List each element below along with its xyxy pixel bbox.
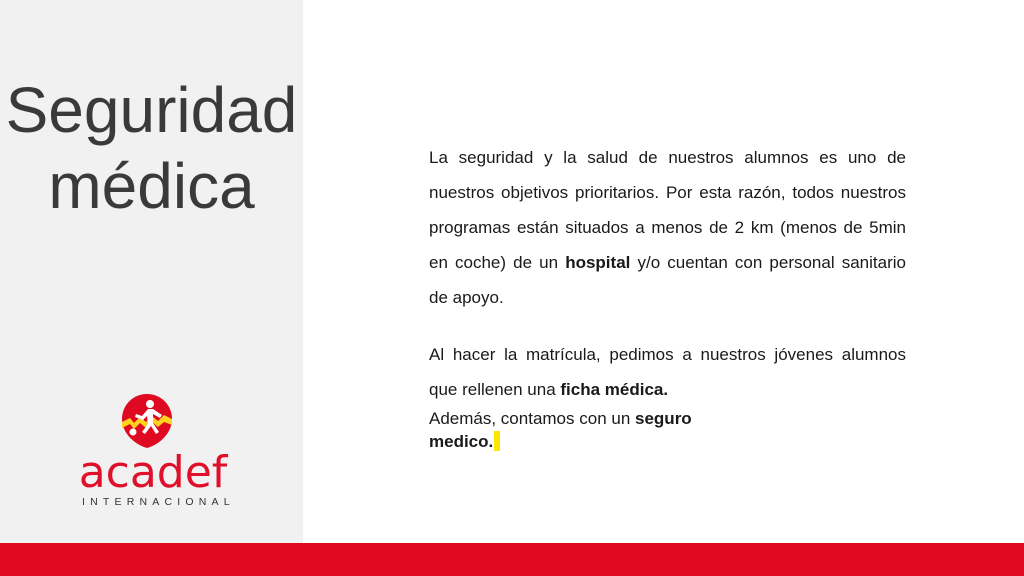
insurance-emphasis: seguro medico.: [429, 409, 692, 451]
medical-form-emphasis: ficha médica.: [560, 380, 669, 399]
logo-wordmark: acadef: [78, 447, 228, 498]
paragraph-safety-text: La seguridad y la salud de nuestros alumnos es uno de nuestros objetivos prioritarios. Por esta razón, todos nuestros programas están situados a menos de 2 km (menos de 5min en coche) de un: [429, 148, 906, 272]
paragraph-insurance-text: Además, contamos con un: [429, 409, 636, 428]
bottom-brand-bar: [0, 543, 1024, 576]
logo-subtitle: INTERNACIONAL: [82, 496, 235, 508]
content-body: [429, 140, 906, 453]
paragraph-enrollment: [429, 337, 906, 407]
paragraph-enrollment-text: Al hacer la matrícula, pedimos a nuestros jóvenes alumnos que rellenen una: [429, 345, 906, 399]
acadef-logo: [72, 392, 234, 512]
paragraph-safety: [429, 140, 906, 315]
text-cursor-highlight: [494, 431, 500, 451]
hospital-emphasis: hospital: [565, 253, 631, 272]
left-panel: [0, 0, 303, 543]
paragraph-insurance: [429, 407, 739, 453]
title-line-1: Seguridad: [5, 74, 298, 146]
slide-title: [0, 72, 303, 224]
paragraph-safety-text-end: y/o cuentan con personal sanitario de apoyo.: [429, 253, 906, 307]
soccer-player-logo-icon: [120, 392, 174, 450]
title-line-2: médica: [48, 150, 255, 222]
